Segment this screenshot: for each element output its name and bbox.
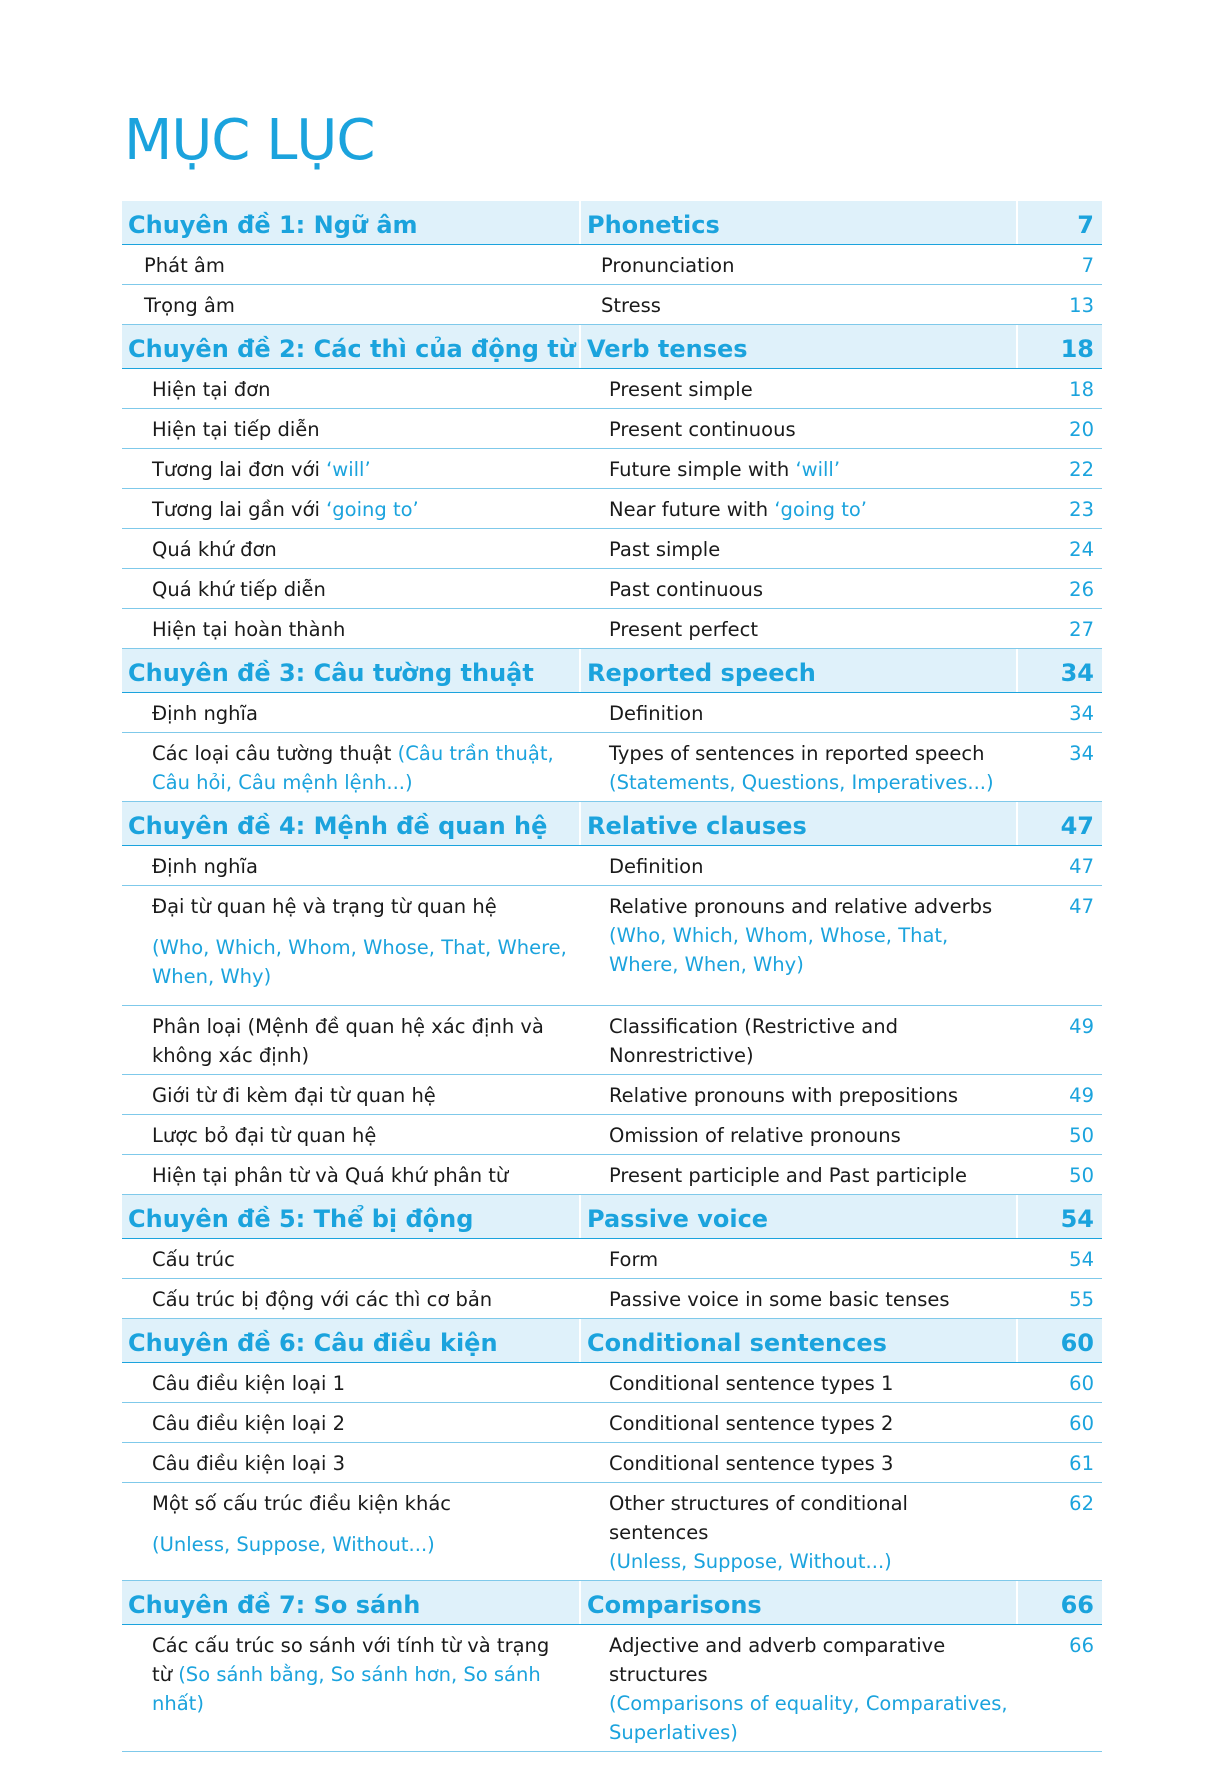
toc-row[interactable] xyxy=(122,1155,1102,1195)
item-title-en: Conditional sentence types 2 xyxy=(609,1412,894,1435)
item-text: Các loại câu tường thuật xyxy=(152,742,398,765)
toc-row[interactable] xyxy=(122,1443,1102,1483)
section-title-vi: Chuyên đề 6: Câu điều kiện xyxy=(128,1329,498,1357)
item-highlight: (So sánh bằng, So sánh hơn, So sánh nhất) xyxy=(152,1663,541,1715)
section-page-number: 7 xyxy=(1016,201,1102,244)
item-title-vi: Cấu trúc xyxy=(152,1248,235,1271)
section-row[interactable] xyxy=(122,1319,1102,1363)
item-title-vi xyxy=(122,1483,579,1563)
item-page-number: 62 xyxy=(1069,1492,1094,1515)
section-title-en: Comparisons xyxy=(579,1581,1016,1624)
item-title-vi: Quá khứ tiếp diễn xyxy=(152,578,326,601)
item-text: Future simple with xyxy=(609,458,796,481)
item-page-number: 66 xyxy=(1069,1634,1094,1657)
item-page-number: 50 xyxy=(1069,1164,1094,1187)
item-title-vi xyxy=(122,449,579,488)
item-title-vi: Câu điều kiện loại 2 xyxy=(152,1412,346,1435)
toc-row[interactable] xyxy=(122,1483,1102,1581)
item-highlight: ‘will’ xyxy=(326,458,371,481)
item-page-number: 47 xyxy=(1069,855,1094,878)
section-title-en: Conditional sentences xyxy=(579,1319,1016,1362)
item-page-number: 60 xyxy=(1069,1412,1094,1435)
item-page-number: 60 xyxy=(1069,1372,1094,1395)
item-title-en xyxy=(579,1483,1016,1580)
item-text: Tương lai đơn với xyxy=(152,458,327,481)
item-text: Other structures of conditional sentences xyxy=(609,1492,908,1544)
section-title-en: Passive voice xyxy=(579,1195,1016,1238)
item-highlight: (Unless, Suppose, Without...) xyxy=(609,1550,892,1573)
section-page-number: 54 xyxy=(1016,1195,1102,1238)
item-title-en: Past continuous xyxy=(609,578,764,601)
item-page-number: 34 xyxy=(1069,742,1094,765)
section-page-number: 47 xyxy=(1016,802,1102,845)
item-title-vi: Lược bỏ đại từ quan hệ xyxy=(152,1124,377,1147)
item-page-number: 49 xyxy=(1069,1015,1094,1038)
item-text: Đại từ quan hệ và trạng từ quan hệ xyxy=(152,895,497,918)
item-page-number: 47 xyxy=(1069,895,1094,918)
item-text: Tương lai gần với xyxy=(152,498,327,521)
page-title: MỤC LỤC xyxy=(124,108,375,173)
item-title-vi: Hiện tại hoàn thành xyxy=(152,618,346,641)
section-title-vi: Chuyên đề 1: Ngữ âm xyxy=(128,211,418,239)
toc-row[interactable] xyxy=(122,245,1102,285)
toc-row[interactable] xyxy=(122,1363,1102,1403)
toc-row[interactable] xyxy=(122,886,1102,1006)
section-title-vi: Chuyên đề 7: So sánh xyxy=(128,1591,421,1619)
item-title-vi: Giới từ đi kèm đại từ quan hệ xyxy=(152,1084,436,1107)
item-page-number: 61 xyxy=(1069,1452,1094,1475)
table-of-contents xyxy=(122,201,1102,1752)
item-title-en: Classification (Restrictive and Nonrestrictive) xyxy=(609,1015,898,1067)
item-title-en: Present perfect xyxy=(609,618,758,641)
item-title-vi xyxy=(122,886,579,995)
item-title-en: Past simple xyxy=(609,538,721,561)
section-page-number: 66 xyxy=(1016,1581,1102,1624)
toc-row[interactable] xyxy=(122,693,1102,733)
item-page-number: 54 xyxy=(1069,1248,1094,1271)
item-page-number: 24 xyxy=(1069,538,1094,561)
section-page-number: 18 xyxy=(1016,325,1102,368)
item-page-number: 26 xyxy=(1069,578,1094,601)
item-title-vi xyxy=(122,733,579,801)
item-title-vi: Hiện tại đơn xyxy=(152,378,271,401)
item-title-vi xyxy=(122,1625,579,1722)
item-text: Các cấu trúc so sánh với tính từ và trạng từ xyxy=(152,1634,550,1686)
toc-row[interactable] xyxy=(122,846,1102,886)
item-title-vi: Câu điều kiện loại 3 xyxy=(152,1452,346,1475)
item-text: Types of sentences in reported speech xyxy=(609,742,985,765)
item-title-en: Present participle and Past participle xyxy=(609,1164,967,1187)
item-title-en: Definition xyxy=(609,855,704,878)
toc-row[interactable] xyxy=(122,1006,1102,1075)
item-page-number: 22 xyxy=(1069,458,1094,481)
item-text: Relative pronouns and relative adverbs xyxy=(609,895,993,918)
toc-row[interactable] xyxy=(122,609,1102,649)
item-title-en: Pronunciation xyxy=(601,254,735,277)
toc-row[interactable] xyxy=(122,1403,1102,1443)
item-title-vi: Câu điều kiện loại 1 xyxy=(152,1372,346,1395)
item-page-number: 34 xyxy=(1069,702,1094,725)
item-title-vi: Hiện tại tiếp diễn xyxy=(152,418,320,441)
section-row[interactable] xyxy=(122,1195,1102,1239)
item-page-number: 7 xyxy=(1081,254,1094,277)
item-title-vi: Định nghĩa xyxy=(152,702,258,725)
item-page-number: 23 xyxy=(1069,498,1094,521)
toc-row[interactable] xyxy=(122,409,1102,449)
section-row[interactable] xyxy=(122,201,1102,245)
section-title-en: Phonetics xyxy=(579,201,1016,244)
toc-row[interactable] xyxy=(122,489,1102,529)
item-title-vi: Cấu trúc bị động với các thì cơ bản xyxy=(152,1288,493,1311)
item-highlight: (Comparisons of equality, Comparatives, Superlatives) xyxy=(609,1692,1008,1744)
toc-row[interactable] xyxy=(122,1279,1102,1319)
item-title-en: Passive voice in some basic tenses xyxy=(609,1288,950,1311)
item-highlight: (Who, Which, Whom, Whose, That, Where, When, Why) xyxy=(152,936,567,988)
item-highlight: ‘going to’ xyxy=(326,498,419,521)
item-text: Adjective and adverb comparative structures xyxy=(609,1634,946,1686)
section-title-en: Verb tenses xyxy=(579,325,1016,368)
item-highlight: (Statements, Questions, Imperatives...) xyxy=(609,771,994,794)
toc-row[interactable] xyxy=(122,285,1102,325)
item-page-number: 27 xyxy=(1069,618,1094,641)
item-highlight: ‘will’ xyxy=(795,458,841,481)
item-highlight: (Unless, Suppose, Without...) xyxy=(152,1533,435,1556)
item-highlight: (Who, Which, Whom, Whose, That, Where, When, Why) xyxy=(609,924,949,976)
item-title-vi: Định nghĩa xyxy=(152,855,258,878)
item-title-en: Omission of relative pronouns xyxy=(609,1124,901,1147)
section-row[interactable] xyxy=(122,802,1102,846)
section-title-vi: Chuyên đề 4: Mệnh đề quan hệ xyxy=(128,812,548,840)
item-title-en xyxy=(579,886,1016,983)
item-title-en xyxy=(579,733,1016,801)
section-row[interactable] xyxy=(122,649,1102,693)
section-row[interactable] xyxy=(122,1581,1102,1625)
item-title-vi: Phát âm xyxy=(144,254,225,277)
section-page-number: 34 xyxy=(1016,649,1102,692)
item-title-vi: Hiện tại phân từ và Quá khứ phân từ xyxy=(152,1164,509,1187)
toc-row[interactable] xyxy=(122,1625,1102,1752)
item-page-number: 13 xyxy=(1069,294,1094,317)
item-title-en: Present continuous xyxy=(609,418,796,441)
item-title-en: Form xyxy=(609,1248,659,1271)
toc-row[interactable] xyxy=(122,569,1102,609)
section-title-en: Relative clauses xyxy=(579,802,1016,845)
section-title-vi: Chuyên đề 2: Các thì của động từ xyxy=(128,335,576,363)
item-text: Near future with xyxy=(609,498,775,521)
section-title-vi: Chuyên đề 5: Thể bị động xyxy=(128,1205,474,1233)
toc-row[interactable] xyxy=(122,529,1102,569)
item-title-en: Conditional sentence types 3 xyxy=(609,1452,894,1475)
item-highlight: (Câu trần thuật, Câu hỏi, Câu mệnh lệnh...) xyxy=(152,742,554,794)
toc-row[interactable] xyxy=(122,733,1102,802)
toc-row[interactable] xyxy=(122,369,1102,409)
item-title-en xyxy=(579,449,1016,488)
item-title-en: Conditional sentence types 1 xyxy=(609,1372,894,1395)
item-title-en: Stress xyxy=(601,294,661,317)
section-title-en: Reported speech xyxy=(579,649,1016,692)
item-title-vi: Quá khứ đơn xyxy=(152,538,277,561)
item-page-number: 55 xyxy=(1069,1288,1094,1311)
item-text: Một số cấu trúc điều kiện khác xyxy=(152,1492,451,1515)
item-title-en: Definition xyxy=(609,702,704,725)
toc-row[interactable] xyxy=(122,1075,1102,1115)
item-page-number: 49 xyxy=(1069,1084,1094,1107)
toc-row[interactable] xyxy=(122,449,1102,489)
item-title-en xyxy=(579,489,1016,528)
item-title-vi: Trọng âm xyxy=(144,294,235,317)
item-highlight: ‘going to’ xyxy=(774,498,867,521)
item-title-en: Present simple xyxy=(609,378,753,401)
item-page-number: 18 xyxy=(1069,378,1094,401)
item-title-vi: Phân loại (Mệnh đề quan hệ xác định và không xác định) xyxy=(152,1015,544,1067)
toc-row[interactable] xyxy=(122,1239,1102,1279)
toc-row[interactable] xyxy=(122,1115,1102,1155)
item-title-en xyxy=(579,1625,1016,1751)
item-title-en: Relative pronouns with prepositions xyxy=(609,1084,959,1107)
item-page-number: 50 xyxy=(1069,1124,1094,1147)
item-title-vi xyxy=(122,489,579,528)
section-row[interactable] xyxy=(122,325,1102,369)
item-page-number: 20 xyxy=(1069,418,1094,441)
section-page-number: 60 xyxy=(1016,1319,1102,1362)
section-title-vi: Chuyên đề 3: Câu tường thuật xyxy=(128,659,534,687)
